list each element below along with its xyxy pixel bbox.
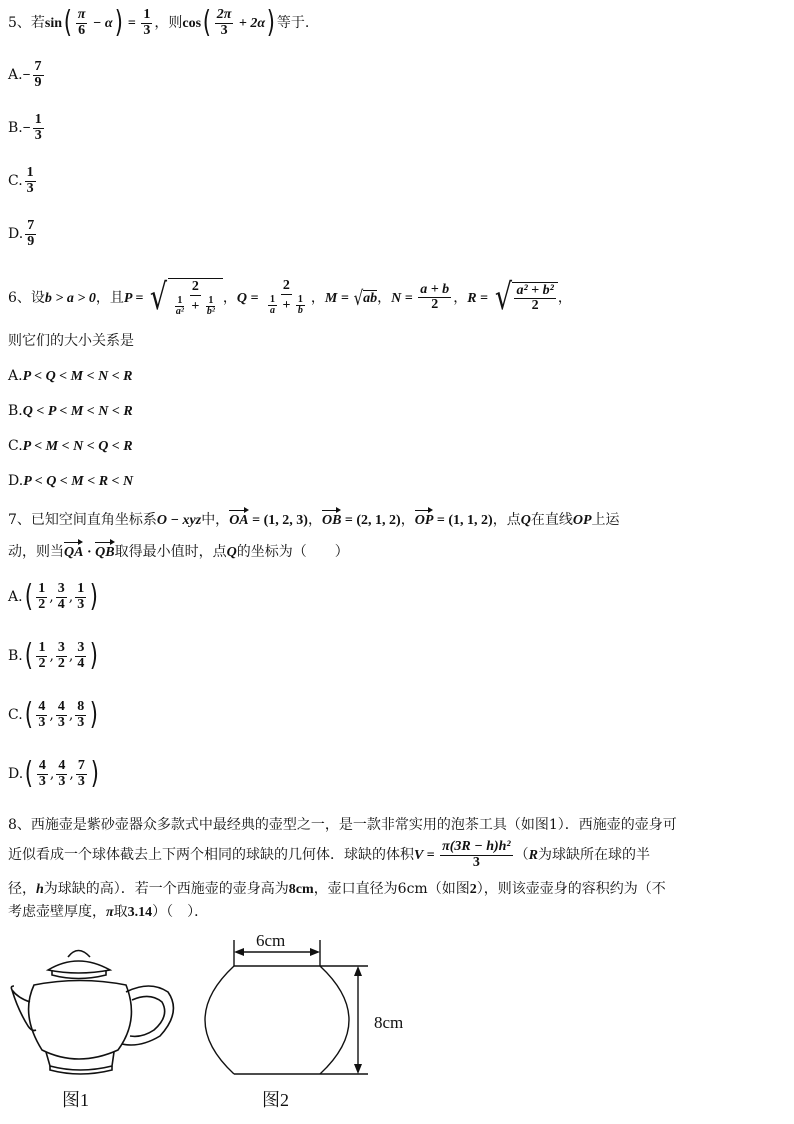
q5-option-d[interactable]: D. $\frac{7}{9}$ bbox=[8, 218, 35, 249]
q6-stem: 6、设b > a > 0，且P = √ 2 $\frac{1}{\text{a²}}$ + $\frac{1}{\text{b²}}$ ，Q = 2 $\frac{1}{a}$ + $\frac{1}{b}$ ，M = √ ab ，N = $\frac{a + b}{2}$ ，R = √ $\frac{\text{a² + b²}}{2}$ ， bbox=[8, 276, 572, 318]
q6-option-d[interactable]: D.P < Q < M < R < N bbox=[8, 473, 134, 489]
q5-option-a[interactable]: A.− $\frac{7}{9}$ bbox=[8, 59, 42, 90]
q8-stem-line2: 近似看成一个球体截去上下两个相同的球缺的几何体．球缺的体积V = $\frac{\text{π(3R − h)h²}}{3}$ （R为球缺所在球的半 bbox=[8, 839, 650, 870]
q8-stem-line1: 8、西施壶是紫砂壶器众多款式中最经典的壶型之一，是一款非常实用的泡茶工具（如图1）．西施壶的壶身可 bbox=[8, 817, 677, 833]
q8-stem-line3: 径，h为球缺的高）．若一个西施壶的壶身高为8cm，壶口直径为6cm（如图2），则该壶壶身的容积约为（不 bbox=[8, 881, 666, 897]
q5-option-c[interactable]: C. $\frac{1}{3}$ bbox=[8, 165, 34, 196]
figure-2-caption: 图2 bbox=[262, 1090, 289, 1110]
q6-option-c[interactable]: C.P < M < N < Q < R bbox=[8, 438, 133, 454]
q6-option-b[interactable]: B.Q < P < M < N < R bbox=[8, 403, 133, 419]
q7-option-d[interactable]: D.( $\frac{4}{3}$ , $\frac{4}{3}$ , $\frac{7}{3}$ ) bbox=[8, 756, 99, 792]
q7-option-c[interactable]: C.( $\frac{4}{3}$ , $\frac{4}{3}$ , $\frac{8}{3}$ ) bbox=[8, 697, 99, 733]
figure-1-teapot bbox=[0, 940, 200, 1120]
q7-option-a[interactable]: A.( $\frac{1}{2}$ , $\frac{3}{4}$ , $\frac{1}{3}$ ) bbox=[8, 579, 99, 615]
figure-2-side-dimension: 8cm bbox=[374, 1013, 404, 1032]
q6-stem-line2: 则它们的大小关系是 bbox=[8, 333, 134, 349]
figure-2-top-dimension: 6cm bbox=[256, 931, 286, 950]
q7-option-b[interactable]: B.( $\frac{1}{2}$ , $\frac{3}{2}$ , $\frac{3}{4}$ ) bbox=[8, 638, 99, 674]
figure-2-cross-section bbox=[190, 920, 440, 1120]
q6-option-a[interactable]: A.P < Q < M < N < R bbox=[8, 368, 133, 384]
q5-option-b[interactable]: B.− $\frac{1}{3}$ bbox=[8, 112, 42, 143]
figure-1-caption: 图1 bbox=[62, 1090, 89, 1110]
q5-stem: 5、若sin( $\frac{\pi}{6}$ − α) = $\frac{1}{3}$ ，则cos( $\frac{2\pi}{3}$ + 2α) 等于. bbox=[8, 5, 310, 41]
q7-stem-line2: 动，则当QA · QB取得最小值时，点Q的坐标为（ ） bbox=[8, 540, 349, 560]
q8-stem-line4: 考虑壶壁厚度，π取3.14）（ ）． bbox=[8, 904, 209, 920]
q7-stem: 7、已知空间直角坐标系O − xyz中，OA = (1, 2, 3)，OB = (2, 1, 2)，OP = (1, 1, 2)，点Q在直线OP上运 bbox=[8, 508, 620, 528]
